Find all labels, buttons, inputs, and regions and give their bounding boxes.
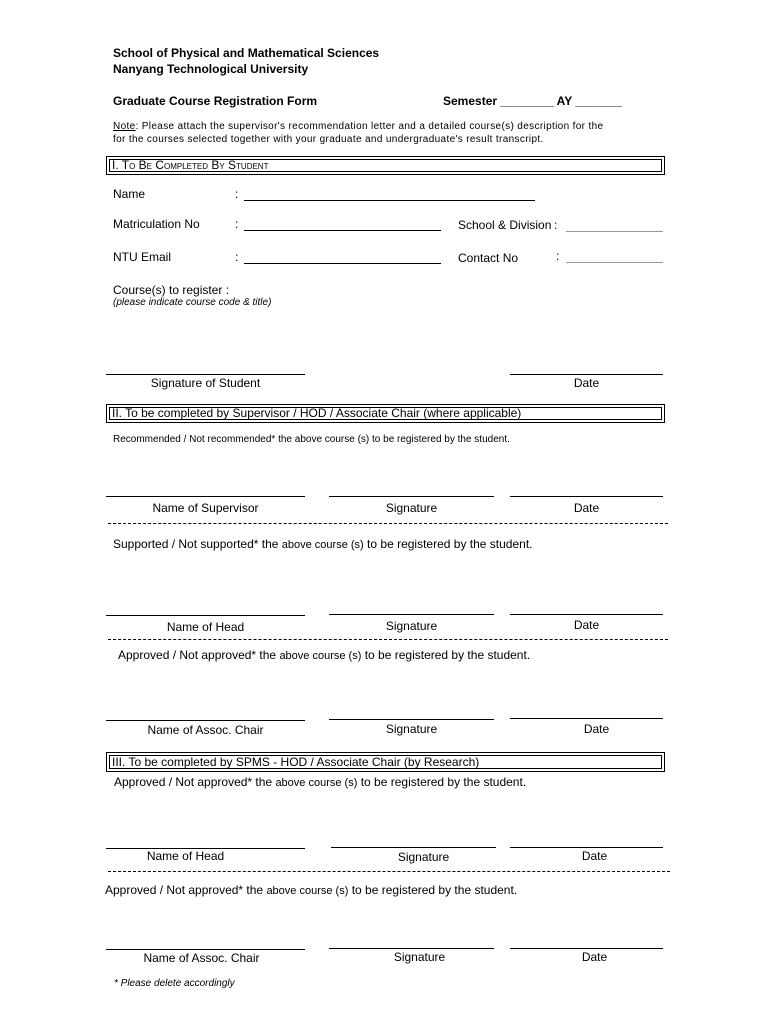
head-date-label: Date [573,618,600,632]
section-2-title: II. To be completed by Supervisor / HOD / Associate Chair (where applicable) [112,406,522,420]
matric-label: Matriculation No [113,217,200,231]
assoc-chair-name-line[interactable] [106,720,305,721]
divider [108,639,668,640]
spms-assoc-signature-label: Signature [393,950,446,964]
school-name: School of Physical and Mathematical Sciences [113,46,380,60]
spms-assoc-signature-line[interactable] [329,948,494,949]
name-colon: : [235,187,239,201]
supported-text: Supported / Not supported* the above course (s) to be registered by the student. [113,537,533,551]
school-division-label: School & Division [458,218,552,232]
head-date-line[interactable] [510,614,663,615]
assoc-chair-date-label: Date [583,722,610,736]
matric-colon: : [235,217,239,231]
section-1-header [106,156,665,175]
supervisor-name-line[interactable] [106,496,305,497]
supervisor-date-line[interactable] [510,496,663,497]
contact-label: Contact No [458,251,519,265]
matric-field-line[interactable] [244,230,441,231]
school-division-colon: : [554,218,558,232]
spms-head-signature-label: Signature [397,850,450,864]
supervisor-name-label: Name of Supervisor [152,501,259,515]
spms-assoc-date-line[interactable] [510,948,663,949]
assoc-chair-signature-label: Signature [385,722,438,736]
supervisor-signature-line[interactable] [329,496,494,497]
assoc-chair-name-label: Name of Assoc. Chair [147,723,264,737]
contact-colon: : [556,249,560,263]
student-signature-label: Signature of Student [150,376,261,390]
spms-assoc-date-label: Date [581,950,608,964]
section-1-title: I. To Be Completed By Student [112,158,269,172]
supervisor-signature-label: Signature [385,501,438,515]
school-division-field-line[interactable] [566,231,663,232]
student-signature-line[interactable] [106,374,305,375]
spms-head-name-label: Name of Head [146,849,225,863]
head-signature-line[interactable] [329,614,494,615]
divider [108,871,670,872]
spms-assoc-name-line[interactable] [106,949,305,950]
name-label: Name [113,187,146,201]
assoc-chair-signature-line[interactable] [329,719,494,720]
note-label: Note [113,121,136,132]
assoc-chair-date-line[interactable] [510,718,663,719]
name-field-line[interactable] [244,200,535,201]
section-3-title: III. To be completed by SPMS - HOD / Associate Chair (by Research) [112,755,480,769]
note-line-1 [113,121,603,132]
footnote: * Please delete accordingly [114,978,235,989]
head-name-label: Name of Head [166,620,245,634]
semester-ay-field: Semester ________ AY _______ [443,94,623,108]
student-date-label: Date [573,376,600,390]
spms-assoc-name-label: Name of Assoc. Chair [143,951,260,965]
contact-field-line[interactable] [566,262,663,263]
courses-hint: (please indicate course code & title) [113,297,272,308]
head-signature-label: Signature [385,619,438,633]
university-name: Nanyang Technological University [113,62,309,76]
head-name-line[interactable] [106,615,305,616]
note-text-1: : Please attach the supervisor's recommendation letter and a detailed course(s) description for the [135,121,604,132]
spms-assoc-approved-text: Approved / Not approved* the above course (s) to be registered by the student. [105,883,518,897]
spms-approved-text: Approved / Not approved* the above course (s) to be registered by the student. [114,775,527,789]
spms-head-signature-line[interactable] [331,847,496,848]
email-label: NTU Email [113,250,172,264]
section-3-header [106,752,665,772]
approved-text: Approved / Not approved* the above course (s) to be registered by the student. [118,648,531,662]
note-line-2: for the courses selected together with your graduate and undergraduate's result transcript. [113,134,544,145]
recommended-text: Recommended / Not recommended* the above course (s) to be registered by the student. [113,434,510,445]
student-date-line[interactable] [510,374,663,375]
divider [108,523,668,524]
spms-head-date-label: Date [581,849,608,863]
courses-label: Course(s) to register : [113,283,230,297]
section-2-header [106,404,665,423]
spms-head-date-line[interactable] [510,847,663,848]
email-field-line[interactable] [244,263,441,264]
supervisor-date-label: Date [573,501,600,515]
form-title: Graduate Course Registration Form [113,94,318,108]
email-colon: : [235,250,239,264]
